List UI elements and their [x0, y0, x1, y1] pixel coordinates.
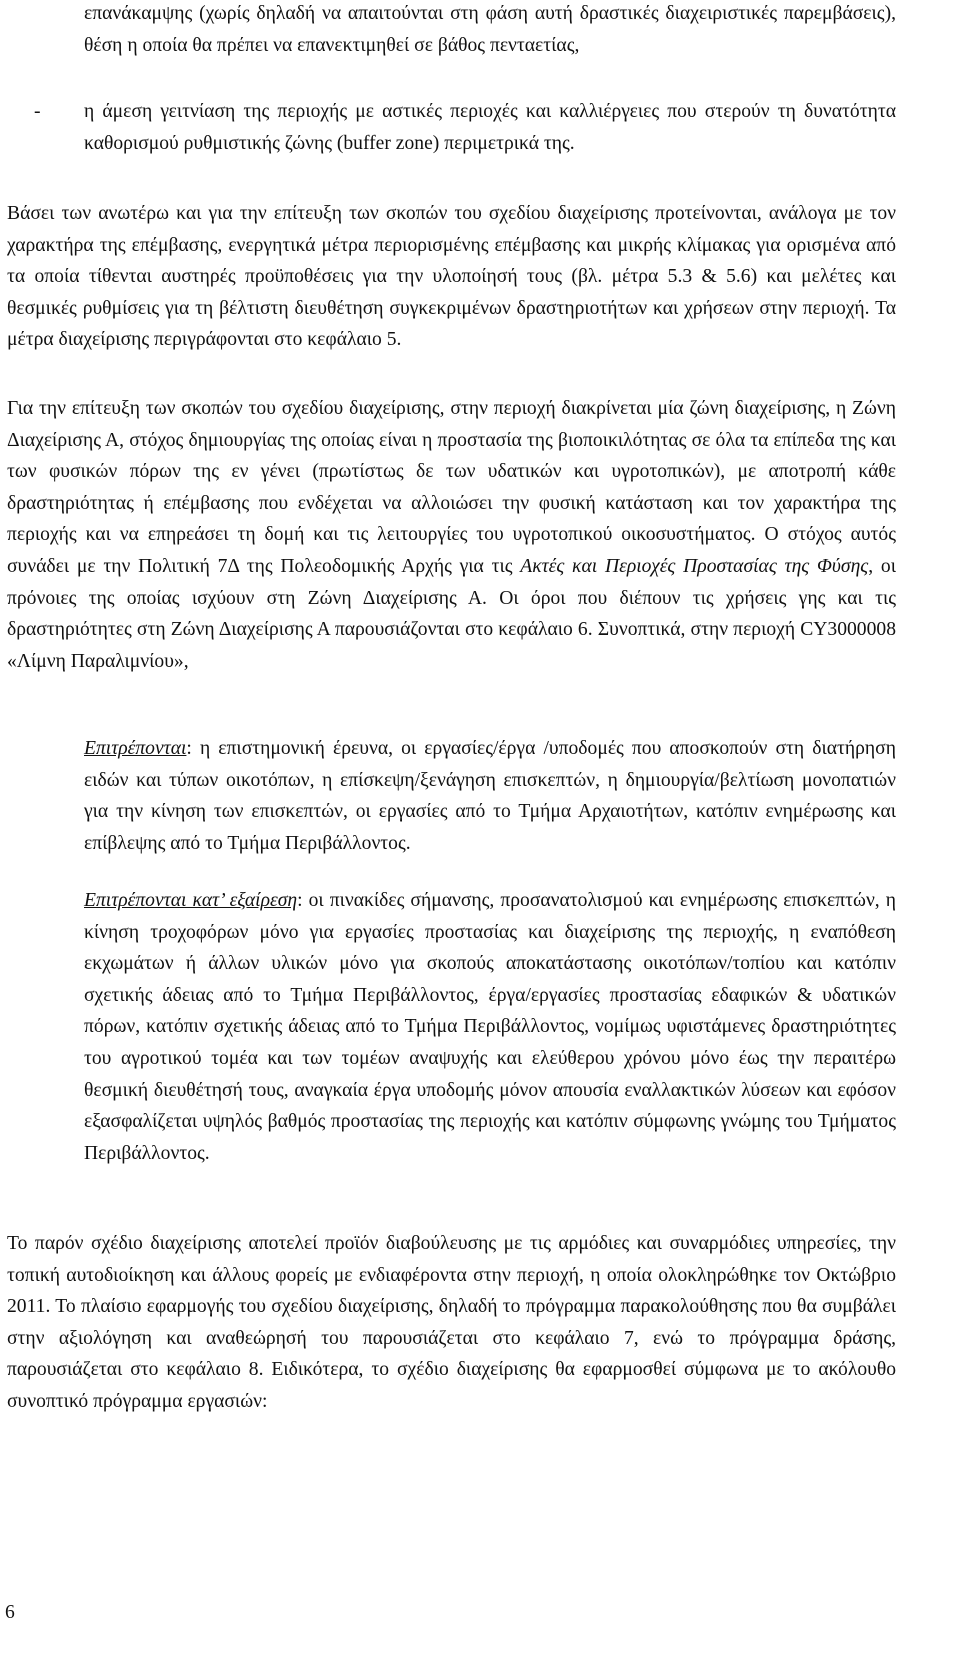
paragraph-management-zone	[7, 393, 896, 677]
bullet-dash: -	[34, 101, 41, 122]
paragraph-continuation: επανάκαμψης (χωρίς δηλαδή να απαιτούνται στη φάση αυτή δραστικές διαχειριστικές παρεμβάσεις), θέση η οποία θα πρέπει να επανεκτιμηθεί σε βάθος πενταετίας,	[84, 3, 896, 56]
zone-text-end: , οι πρόνοιες της οποίας ισχύουν στη Ζώνη Διαχείρισης Α. Οι όροι που διέπουν τις χρήσεις γης και τις δραστηριότητες στη Ζώνη Διαχείρισης Α παρουσιάζονται στο κεφάλαιο 6. Συνοπτικά, στην περιοχή CY3000008 «Λίμνη Παραλιμνίου»,	[7, 555, 896, 672]
bullet-item	[34, 96, 896, 159]
exception-label: Επιτρέπονται κατ’ εξαίρεση	[84, 890, 298, 911]
paragraph-permitted	[84, 733, 896, 859]
permitted-label: Επιτρέπονται	[84, 738, 187, 759]
paragraph-consultation: Το παρόν σχέδιο διαχείρισης αποτελεί προϊόν διαβούλευσης με τις αρμόδιες και συναρμόδιες υπηρεσίες, την τοπική αυτοδιοίκηση και άλλους φορείς με ενδιαφέροντα στην περιοχή, η οποία ολοκληρώθηκε τον Οκτώβριο 2011. Το πλαίσιο εφαρμογής του σχεδίου διαχείρισης, δηλαδή το πρόγραμμα παρακολούθησης που θα συμβάλει στην αξιολόγηση και αναθεώρησή του παρουσιάζεται στο κεφάλαιο 7, ενώ το πρόγραμμα δράσης, παρουσιάζεται στο κεφάλαιο 8. Ειδικότερα, το σχέδιο διαχείρισης θα εφαρμοσθεί σύμφωνα με το ακόλουθο συνοπτικό πρόγραμμα εργασιών:	[7, 1233, 896, 1412]
permitted-text: : η επιστημονική έρευνα, οι εργασίες/έργα /υποδομές που αποσκοπούν στη διατήρηση ειδών και τύπων οικοτόπων, η επίσκεψη/ξενάγηση επισκεπτών, η δημιουργία/βελτίωση μονοπατιών για την κίνηση των επισκεπτών, οι εργασίες από το Τμήμα Αρχαιοτήτων, κατόπιν ενημέρωσης και επίβλεψης από το Τμήμα Περιβάλλοντος.	[84, 738, 896, 854]
paragraph-measures: Βάσει των ανωτέρω και για την επίτευξη των σκοπών του σχεδίου διαχείρισης προτείνονται, ανάλογα με τον χαρακτήρα της επέμβασης, ενεργητικά μέτρα περιορισμένης επέμβασης και μικρής κλίμακας για ορισμένα από τα οποία τίθενται αυστηρές προϋποθέσεις για την υλοποίησή τους (βλ. μέτρα 5.3 & 5.6) και μελέτες και θεσμικές ρυθμίσεις για τη βέλτιστη διευθέτηση συγκεκριμένων δραστηριοτήτων και χρήσεων στην περιοχή. Τα μέτρα διαχείρισης περιγράφονται στο κεφάλαιο 5.	[7, 203, 896, 351]
policy-title-italic: Ακτές και Περιοχές Προστασίας της Φύσης	[520, 555, 869, 577]
paragraph-permitted-exception	[84, 885, 896, 1169]
zone-text-start: Για την επίτευξη των σκοπών του σχεδίου διαχείρισης, στην περιοχή διακρίνεται μία ζώνη διαχείρισης, η Ζώνη Διαχείρισης Α, στόχος δημιουργίας της οποίας είναι η προστασία της βιοποικιλότητας σε όλα τα επίπεδα της και των φυσικών πόρων της εν γένει (πρωτίστως δε των υδατικών και υγροτοπικών), με αποτροπή κάθε δραστηριότητας ή επέμβασης που ενδέχεται να αλλοιώσει την φυσική κατάσταση και τον χαρακτήρα της περιοχής και να επηρεάσει τη δομή και τις λειτουργίες του υγροτοπικού οικοσυστήματος. Ο στόχος αυτός συνάδει με την Πολιτική 7Δ της Πολεοδομικής Αρχής για τις	[7, 398, 896, 577]
bullet-text: η άμεση γειτνίαση της περιοχής με αστικές περιοχές και καλλιέργειες που στερούν τη δυνατότητα καθορισμού ρυθμιστικής ζώνης (buffer zone) περιμετρικά της.	[84, 101, 896, 154]
page-number: 6	[5, 1602, 15, 1623]
exception-text: : οι πινακίδες σήμανσης, προσανατολισμού και ενημέρωσης επισκεπτών, η κίνηση τροχοφόρων μόνο για εργασίες προστασίας και διαχείρισης της περιοχής, η εναπόθεση εκχωμάτων ή άλλων υλικών μόνο για σκοπούς αποκατάστασης οικοτόπων/τοπίου και κατόπιν σχετικής άδειας από το Τμήμα Περιβάλλοντος, έργα/εργασίες προστασίας εδαφικών & υδατικών πόρων, κατόπιν σχετικής άδειας από το Τμήμα Περιβάλλοντος, νομίμως υφιστάμενες δραστηριότητες του αγροτικού τομέα και των τομέων αναψυχής και ελεύθερου χρόνου μόνο έως την περαιτέρω θεσμική διευθέτησή τους, αναγκαία έργα υποδομής μόνον απουσία εναλλακτικών λύσεων και εφόσον εξασφαλίζεται υψηλός βαθμός προστασίας της περιοχής και κατόπιν σύμφωνης γνώμης του Τμήματος Περιβάλλοντος.	[84, 890, 896, 1164]
